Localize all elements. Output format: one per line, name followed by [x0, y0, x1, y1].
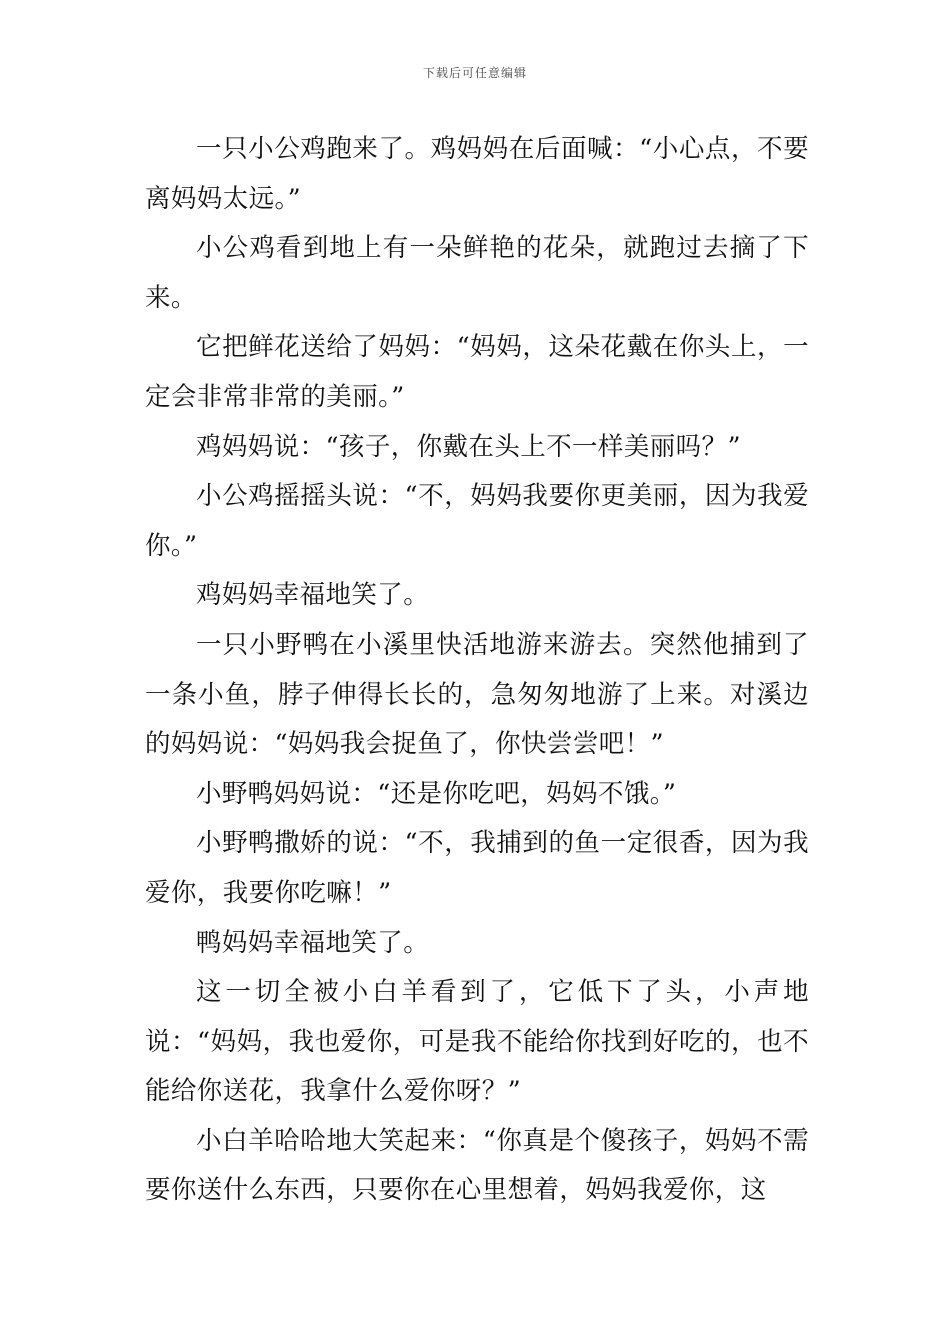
paragraph: 鸭妈妈幸福地笑了。 — [196, 927, 430, 958]
paragraph: 一只小野鸭在小溪里快活地游来游去。突然他捕到了一条小鱼，脖子伸得长长的，急匆匆地游了上来。对溪边的妈妈说：“妈妈我会捉鱼了，你快尝尝吧！” — [145, 629, 809, 760]
document-body — [145, 125, 809, 1216]
paragraph: 它把鲜花送给了妈妈：“妈妈，这朵花戴在你头上，一定会非常非常的美丽。” — [145, 332, 809, 412]
paragraph: 小公鸡摇摇头说：“不，妈妈我要你更美丽，因为我爱你。” — [145, 481, 809, 561]
paragraph: 小野鸭撒娇的说：“不，我捕到的鱼一定很香，因为我爱你，我要你吃嘛！” — [145, 828, 809, 908]
paragraph: 鸡妈妈幸福地笑了。 — [196, 580, 430, 611]
page-header: 下载后可任意编辑 — [422, 66, 527, 80]
paragraph: 这一切全被小白羊看到了，它低下了头，小声地说：“妈妈，我也爱你，可是我不能给你找到好吃的，也不能给你送花，我拿什么爱你呀？” — [145, 977, 809, 1107]
paragraph: 鸡妈妈说：“孩子，你戴在头上不一样美丽吗？” — [196, 431, 741, 462]
paragraph: 小白羊哈哈地大笑起来：“你真是个傻孩子，妈妈不需要你送什么东西，只要你在心里想着，妈妈我爱你，这 — [145, 1125, 809, 1206]
paragraph: 小野鸭妈妈说：“还是你吃吧，妈妈不饿。” — [196, 778, 677, 809]
paragraph: 一只小公鸡跑来了。鸡妈妈在后面喊：“小心点，不要离妈妈太远。” — [145, 134, 809, 214]
paragraph: 小公鸡看到地上有一朵鲜艳的花朵，就跑过去摘了下来。 — [145, 233, 809, 313]
